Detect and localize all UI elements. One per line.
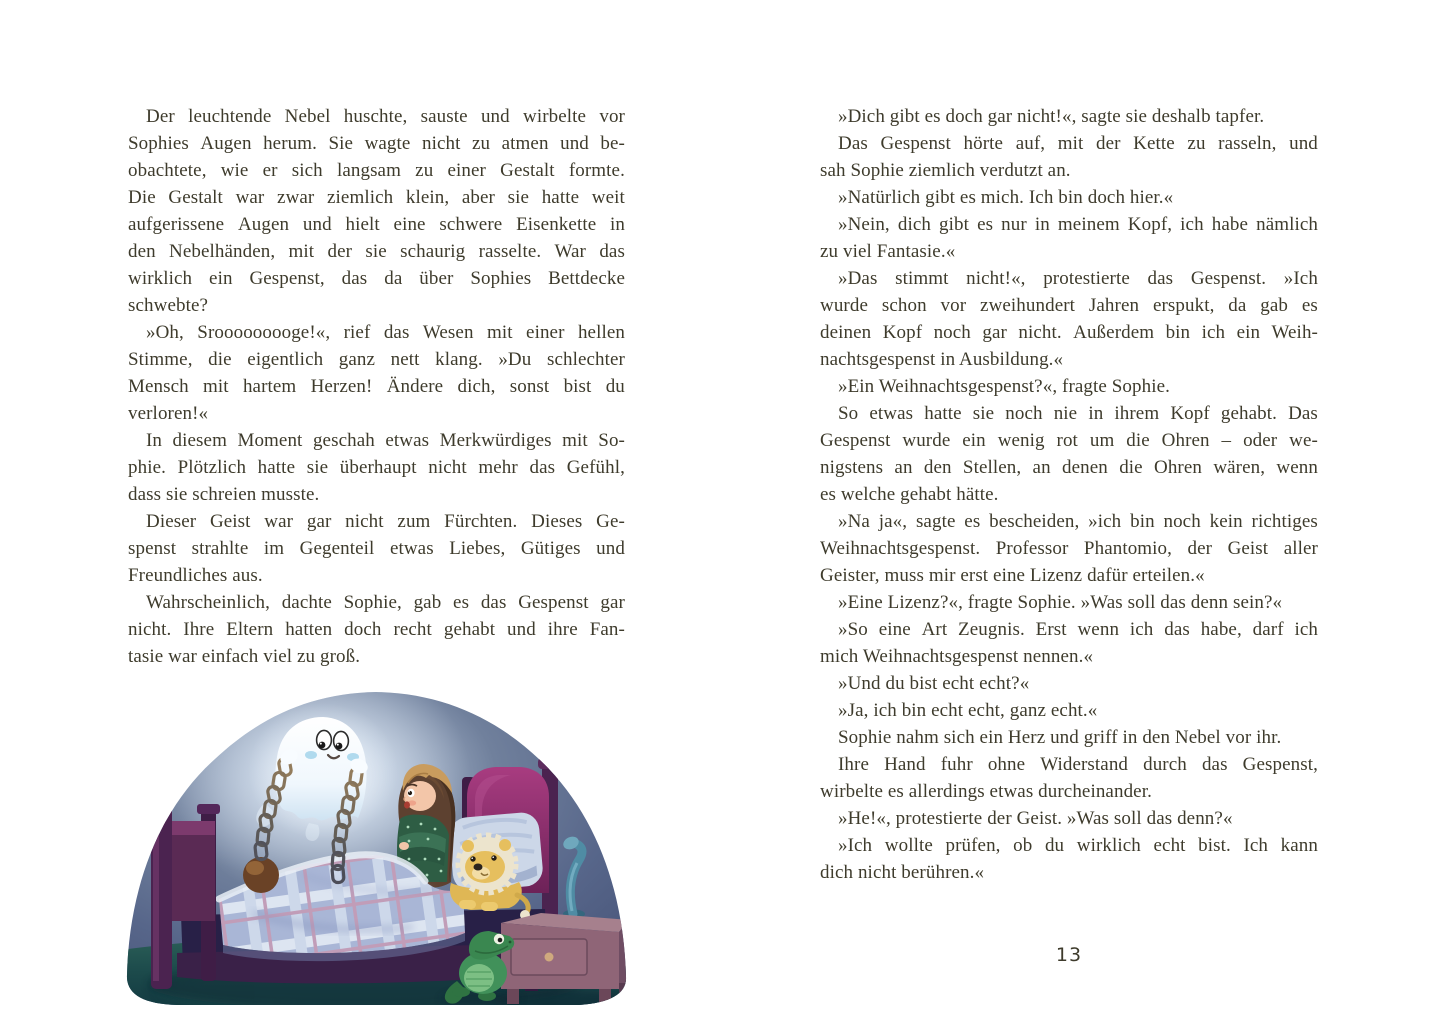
text-line: aufgerissene Augen und hielt eine schwere Eisenkette in: [128, 214, 625, 235]
text-line: »Ich wollte prüfen, ob du wirklich echt bist. Ich kann: [838, 835, 1318, 856]
text-line: Wahrscheinlich, dachte Sophie, gab es das Gespenst gar: [146, 592, 625, 613]
text-line: es welche gehabt hätte.: [820, 484, 999, 505]
ghost-wisp: [306, 823, 320, 841]
text-line: »So eine Art Zeugnis. Erst wenn ich das habe, darf ich: [838, 619, 1318, 640]
bedroom-night-illustration: [113, 683, 640, 1017]
text-line: »Dich gibt es doch gar nicht!«, sagte sie deshalb tapfer.: [838, 106, 1265, 127]
girl-hand: [399, 842, 409, 850]
left-page-text: [128, 103, 625, 670]
text-line: »Eine Lizenz?«, fragte Sophie. »Was soll das denn sein?«: [838, 592, 1283, 613]
page-number: 13: [1055, 944, 1083, 966]
text-line: wirklich ein Gespenst, das da über Sophies Bettdecke: [128, 268, 625, 289]
text-line: zu viel Fantasie.«: [820, 241, 956, 262]
text-line: phie. Plötzlich hatte sie überhaupt nicht mehr das Gefühl,: [128, 457, 625, 478]
text-line: Weihnachtsgespenst. Professor Phantomio, der Geist aller: [820, 538, 1318, 559]
text-line: »Und du bist echt echt?«: [838, 673, 1030, 694]
text-line: dich nicht berühren.«: [820, 862, 985, 883]
text-line: schwebte?: [128, 295, 209, 316]
text-line: Freundliches aus.: [128, 565, 263, 586]
text-line: nachtsgespenst in Ausbildung.«: [820, 349, 1064, 370]
text-line: mich Weihnachtsgespenst nennen.«: [820, 646, 1094, 667]
text-line: »Natürlich gibt es mich. Ich bin doch hier.«: [838, 187, 1174, 208]
text-line: Gespenst wurde ein wenig rot um die Ohren – oder we-: [820, 430, 1318, 451]
text-line: »Na ja«, sagte es bescheiden, »ich bin noch kein richtiges: [838, 511, 1318, 532]
text-line: nigstens an den Stellen, an denen die Ohren wären, wenn: [820, 457, 1318, 478]
text-line: Mensch mit hartem Herzen! Ändere dich, sonst bist du: [128, 376, 625, 397]
text-line: »Das stimmt nicht!«, protestierte das Gespenst. »Ich: [838, 268, 1318, 289]
text-line: dass sie schreien musste.: [128, 484, 320, 505]
text-line: nicht. Ihre Eltern hatten doch recht gehabt und ihre Fan-: [128, 619, 625, 640]
text-line: »Oh, Srooooooooge!«, rief das Wesen mit einer hellen: [146, 322, 625, 343]
text-line: Stimme, die eigentlich ganz nett klang. »Du schlechter: [128, 349, 625, 370]
girl-mouth: [404, 801, 410, 808]
text-line: In diesem Moment geschah etwas Merkwürdiges mit So-: [146, 430, 625, 451]
text-line: »Ja, ich bin echt echt, ganz echt.«: [838, 700, 1098, 721]
text-line: Sophie nahm sich ein Herz und griff in den Nebel vor ihr.: [838, 727, 1282, 748]
text-line: wirbelte es allerdings etwas durcheinander.: [820, 781, 1152, 802]
text-line: »He!«, protestierte der Geist. »Was soll das denn?«: [838, 808, 1233, 829]
drawer-knob: [545, 953, 554, 962]
text-line: Das Gespenst hörte auf, mit der Kette zu rasseln, und: [838, 133, 1318, 154]
text-line: Sophies Augen herum. Sie wagte nicht zu atmen und be-: [128, 133, 625, 154]
text-line: tasie war einfach viel zu groß.: [128, 646, 361, 667]
chain-ball: [243, 857, 279, 893]
text-line: Die Gestalt war zwar ziemlich klein, aber sie hatte weit: [128, 187, 625, 208]
text-line: wurde schon vor zweihundert Jahren erspukt, da gab es: [820, 295, 1318, 316]
text-line: spenst strahlte im Gegenteil etwas Liebes, Gütiges und: [128, 538, 625, 559]
text-line: sah Sophie ziemlich verdutzt an.: [820, 160, 1071, 181]
text-line: deinen Kopf noch gar nicht. Außerdem bin ich ein Weih-: [820, 322, 1318, 343]
text-line: verloren!«: [128, 403, 209, 424]
text-line: Geister, muss mir erst eine Lizenz dafür erteilen.«: [820, 565, 1205, 586]
text-line: Ihre Hand fuhr ohne Widerstand durch das Gespenst,: [838, 754, 1318, 775]
text-line: obachtete, wie er sich langsam zu einer Gestalt formte.: [128, 160, 625, 181]
text-line: Der leuchtende Nebel huschte, sauste und wirbelte vor: [146, 106, 625, 127]
lion-nose: [474, 864, 483, 871]
text-line: So etwas hatte sie noch nie in ihrem Kopf gehabt. Das: [838, 403, 1318, 424]
text-line: »Ein Weihnachtsgespenst?«, fragte Sophie.: [838, 376, 1170, 397]
text-line: »Nein, dich gibt es nur in meinem Kopf, ich habe nämlich: [838, 214, 1318, 235]
right-page-text: [820, 103, 1318, 886]
text-line: den Nebelhänden, mit der sie schaurig rasselte. War das: [128, 241, 625, 262]
text-line: Dieser Geist war gar nicht zum Fürchten. Dieses Ge-: [146, 511, 625, 532]
ghost-blush: [305, 751, 317, 759]
